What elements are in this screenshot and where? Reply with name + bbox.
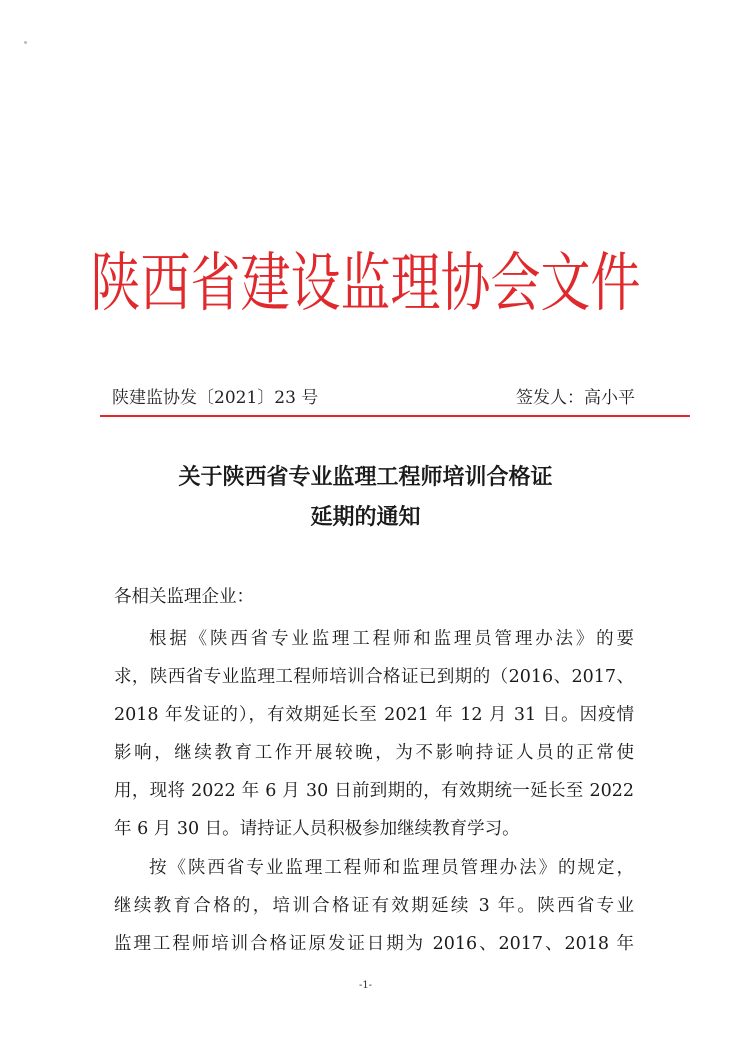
paragraph-line: 年 6 月 30 日。请持证人员积极参加继续教育学习。: [114, 819, 520, 839]
paragraph-2: [114, 849, 634, 963]
paragraph-line: 根据《陕西省专业监理工程师和监理员管理办法》的要: [149, 629, 634, 649]
paragraph-1: [114, 620, 634, 848]
paragraph-line: 按《陕西省专业监理工程师和监理员管理办法》的规定，: [149, 858, 634, 878]
paragraph-line: 2018 年发证的），有效期延长至 2021 年 12 月 31 日。因疫情: [114, 705, 634, 725]
paragraph-line: 求，陕西省专业监理工程师培训合格证已到期的（2016、2017、: [114, 667, 634, 687]
masthead-title: 陕西省建设监理协会文件: [90, 246, 641, 321]
paragraph-line: 继续教育合格的，培训合格证有效期延续 3 年。陕西省专业: [114, 896, 634, 916]
signer: 签发人：高小平: [516, 388, 635, 408]
red-divider-rule: [100, 415, 690, 417]
document-number: 陕建监协发〔2021〕23 号: [112, 388, 319, 408]
paragraph-line: 监理工程师培训合格证原发证日期为 2016、2017、2018 年: [114, 934, 634, 954]
paragraph-line: 影响，继续教育工作开展较晚，为不影响持证人员的正常使: [114, 743, 634, 763]
salutation: 各相关监理企业：: [114, 587, 254, 607]
notice-title-line-2: 延期的通知: [310, 505, 421, 530]
notice-title-line-1: 关于陕西省专业监理工程师培训合格证: [178, 465, 553, 490]
scan-speck: [24, 41, 27, 44]
paragraph-line: 用，现将 2022 年 6 月 30 日前到期的，有效期统一延长至 2022: [114, 781, 634, 801]
page-number: -1-: [358, 980, 373, 991]
